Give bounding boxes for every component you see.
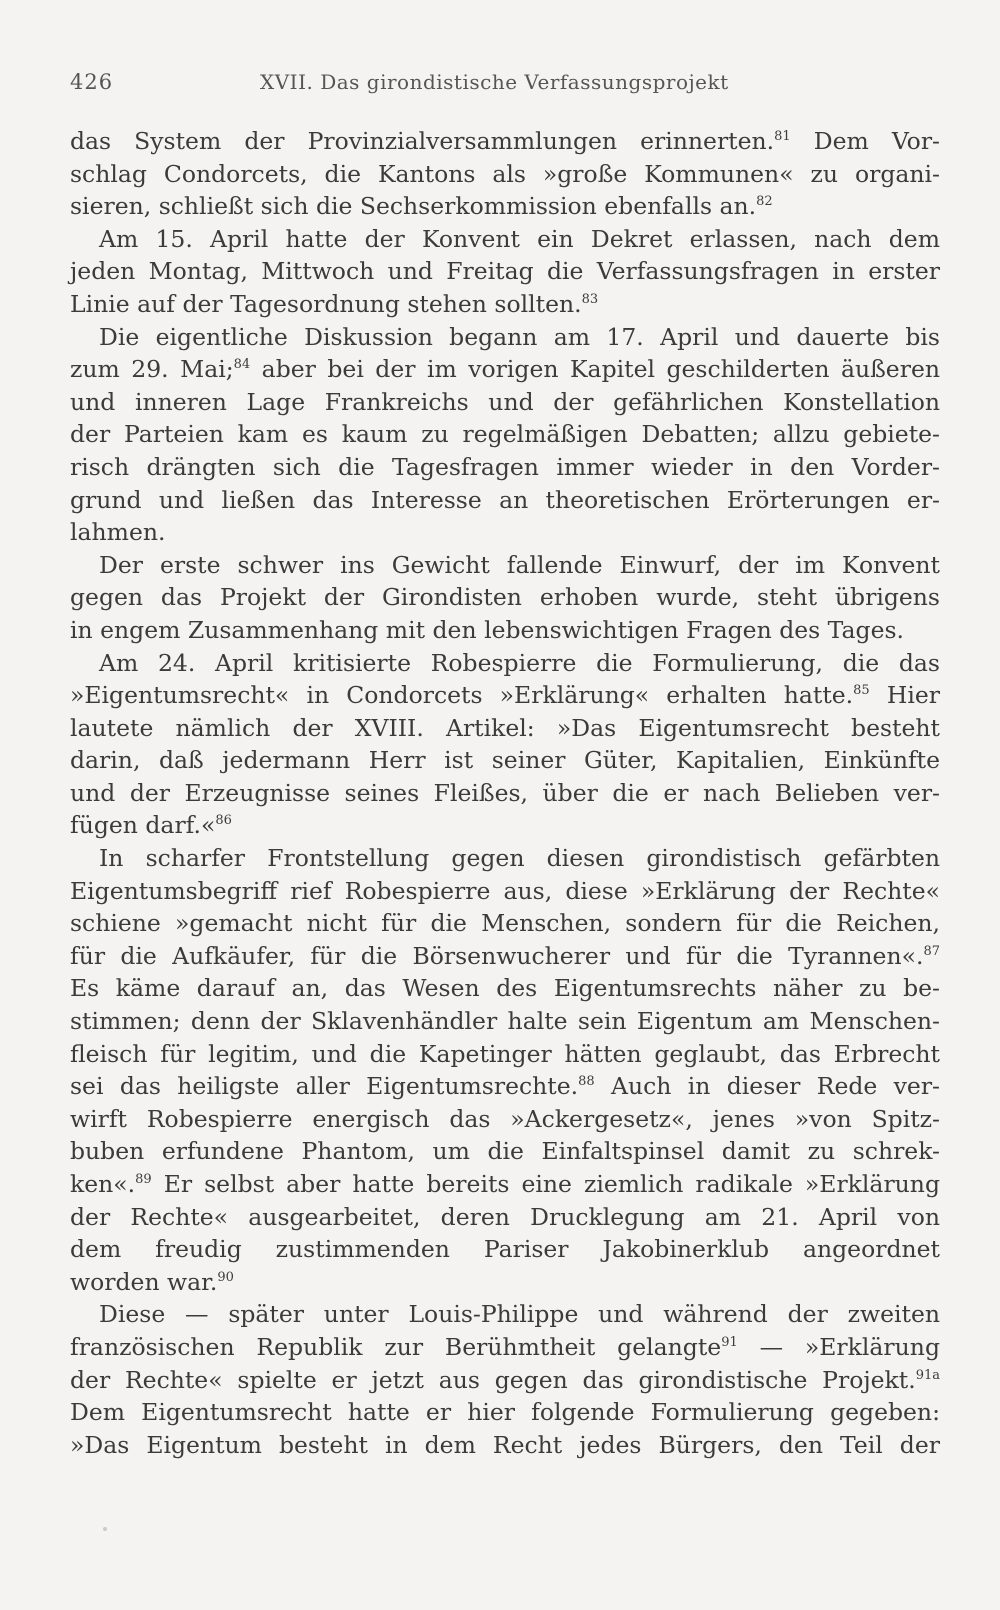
text-segment: der Rechte« spielte er jetzt aus gegen das girondistische Projekt.: [70, 1365, 916, 1394]
text-segment: und der Erzeugnisse seines Fleißes, über die er nach Belieben ver-: [70, 778, 940, 807]
text-segment: sei das heiligste aller Eigentumsrechte.: [70, 1072, 579, 1101]
paper-speck: [103, 1527, 107, 1531]
text-line: [70, 1168, 940, 1201]
text-line: [70, 223, 940, 256]
text-line: [70, 875, 940, 908]
text-segment: fleisch für legitim, und die Kapetinger hätten geglaubt, das Erbrecht: [70, 1039, 940, 1068]
text-segment: Am 24. April kritisierte Robespierre die Formulierung, die das: [99, 648, 940, 677]
text-segment: buben erfundene Phantom, um die Einfaltspinsel damit zu schrek-: [70, 1137, 940, 1166]
text-segment: Dem Vor-: [790, 127, 940, 155]
text-line: [70, 940, 940, 973]
text-line: [70, 353, 940, 386]
running-head: [70, 70, 940, 100]
text-line: [70, 972, 940, 1005]
text-segment: Linie auf der Tagesordnung stehen sollten.: [70, 289, 582, 318]
text-segment: Eigentumsbegriff rief Robespierre aus, diese »Erklärung der Rechte«: [70, 876, 940, 905]
text-line: [70, 549, 940, 582]
text-segment: »Eigentumsrecht« in Condorcets »Erklärung« erhalten hatte.: [70, 681, 854, 710]
text-line: [70, 158, 940, 191]
text-line: [70, 1298, 940, 1331]
text-line: [70, 1266, 940, 1299]
text-line: [70, 581, 940, 614]
text-line: [70, 842, 940, 875]
text-line: [70, 712, 940, 745]
text-segment: und inneren Lage Frankreichs und der gefährlichen Konstellation: [70, 387, 940, 416]
footnote-marker: 89: [135, 1172, 152, 1187]
text-line: [70, 1135, 940, 1168]
text-segment: Er selbst aber hatte bereits eine ziemlich radikale »Erklärung: [151, 1170, 940, 1198]
text-line: [70, 1103, 940, 1136]
text-line: [70, 744, 940, 777]
text-line: [70, 1396, 940, 1429]
running-title: XVII. Das girondistische Verfassungsprojekt: [260, 70, 729, 94]
footnote-marker: 91a: [915, 1367, 940, 1383]
text-segment: zum 29. Mai;: [70, 355, 234, 384]
text-segment: gegen das Projekt der Girondisten erhoben wurde, steht übrigens: [70, 583, 940, 612]
text-line: [70, 288, 940, 321]
text-line: [70, 1005, 940, 1038]
text-line: [70, 190, 940, 223]
text-line: [70, 1429, 940, 1462]
text-segment: fügen darf.«: [70, 811, 216, 840]
text-segment: jeden Montag, Mittwoch und Freitag die Verfassungsfragen in erster: [70, 257, 940, 286]
text-line: [70, 484, 940, 517]
footnote-marker: 82: [756, 194, 773, 210]
text-line: [70, 614, 940, 647]
text-segment: das System der Provinzialversammlungen erinnerten.: [70, 127, 775, 155]
text-segment: der Parteien kam es kaum zu regelmäßigen Debatten; allzu gebiete-: [70, 420, 940, 449]
text-segment: dem freudig zustimmenden Pariser Jakobinerklub angeordnet: [70, 1235, 940, 1264]
text-segment: Der erste schwer ins Gewicht fallende Einwurf, der im Konvent: [99, 550, 940, 579]
text-segment: grund und ließen das Interesse an theoretischen Erörterungen er-: [70, 485, 940, 514]
text-segment: »Das Eigentum besteht in dem Recht jedes Bürgers, den Teil der: [70, 1430, 940, 1459]
text-segment: Dem Eigentumsrecht hatte er hier folgende Formulierung gegeben:: [70, 1398, 940, 1427]
text-segment: In scharfer Frontstellung gegen diesen girondistisch gefärbten: [99, 844, 940, 873]
footnote-marker: 81: [774, 129, 791, 144]
text-segment: Auch in dieser Rede ver-: [594, 1072, 940, 1101]
text-segment: in engem Zusammenhang mit den lebenswichtigen Fragen des Tages.: [70, 615, 905, 644]
text-segment: lahmen.: [70, 518, 166, 547]
text-segment: Es käme darauf an, das Wesen des Eigentumsrechts näher zu be-: [70, 974, 940, 1003]
text-line: [70, 1331, 940, 1364]
text-line: [70, 418, 940, 451]
text-segment: ken«.: [70, 1170, 136, 1198]
text-line: [70, 679, 940, 712]
text-segment: Hier: [869, 681, 941, 710]
text-segment: sieren, schließt sich die Sechserkommission ebenfalls an.: [70, 192, 757, 221]
text-segment: aber bei der im vorigen Kapitel geschilderten äußeren: [250, 355, 940, 384]
text-line: [70, 809, 940, 842]
footnote-marker: 91: [721, 1334, 738, 1350]
text-segment: Die eigentliche Diskussion begann am 17. April und dauerte bis: [99, 322, 940, 351]
text-segment: Diese — später unter Louis-Philippe und während der zweiten: [99, 1300, 940, 1329]
page-number: 426: [70, 70, 114, 94]
text-segment: worden war.: [70, 1267, 218, 1296]
text-segment: schiene »gemacht nicht für die Menschen, sondern für die Reichen,: [70, 909, 940, 938]
text-segment: darin, daß jedermann Herr ist seiner Güter, Kapitalien, Einkünfte: [70, 746, 940, 775]
text-segment: stimmen; denn der Sklavenhändler halte sein Eigentum am Menschen-: [70, 1007, 940, 1036]
footnote-marker: 86: [215, 813, 232, 829]
text-segment: risch drängten sich die Tagesfragen immer wieder in den Vorder-: [70, 452, 940, 481]
text-line: [70, 1070, 940, 1103]
text-segment: lautete nämlich der XVIII. Artikel: »Das Eigentumsrecht besteht: [70, 713, 940, 742]
text-line: [70, 516, 940, 549]
text-segment: französischen Republik zur Berühmtheit gelangte: [70, 1332, 722, 1361]
text-segment: Am 15. April hatte der Konvent ein Dekret erlassen, nach dem: [99, 224, 940, 253]
footnote-marker: 87: [923, 943, 940, 959]
text-segment: — »Erklärung: [737, 1332, 940, 1361]
text-segment: der Rechte« ausgearbeitet, deren Drucklegung am 21. April von: [70, 1202, 940, 1231]
footnote-marker: 84: [233, 357, 251, 373]
footnote-marker: 83: [581, 291, 599, 307]
text-line: [70, 321, 940, 354]
text-line: [70, 1201, 940, 1234]
text-segment: schlag Condorcets, die Kantons als »große Kommunen« zu organi-: [70, 159, 940, 188]
body-text: [70, 125, 940, 1461]
text-line: [70, 907, 940, 940]
footnote-marker: 90: [217, 1269, 234, 1285]
text-segment: wirft Robespierre energisch das »Ackergesetz«, jenes »von Spitz-: [70, 1104, 940, 1133]
text-line: [70, 255, 940, 288]
text-line: [70, 1364, 940, 1397]
text-line: [70, 1038, 940, 1071]
text-line: [70, 777, 940, 810]
text-line: [70, 451, 940, 484]
footnote-marker: 85: [853, 683, 870, 699]
text-line: [70, 1233, 940, 1266]
text-line: [70, 386, 940, 419]
text-line: [70, 647, 940, 680]
text-segment: für die Aufkäufer, für die Börsenwucherer und für die Tyrannen«.: [70, 941, 924, 970]
text-line: [70, 125, 940, 158]
footnote-marker: 88: [578, 1074, 595, 1090]
